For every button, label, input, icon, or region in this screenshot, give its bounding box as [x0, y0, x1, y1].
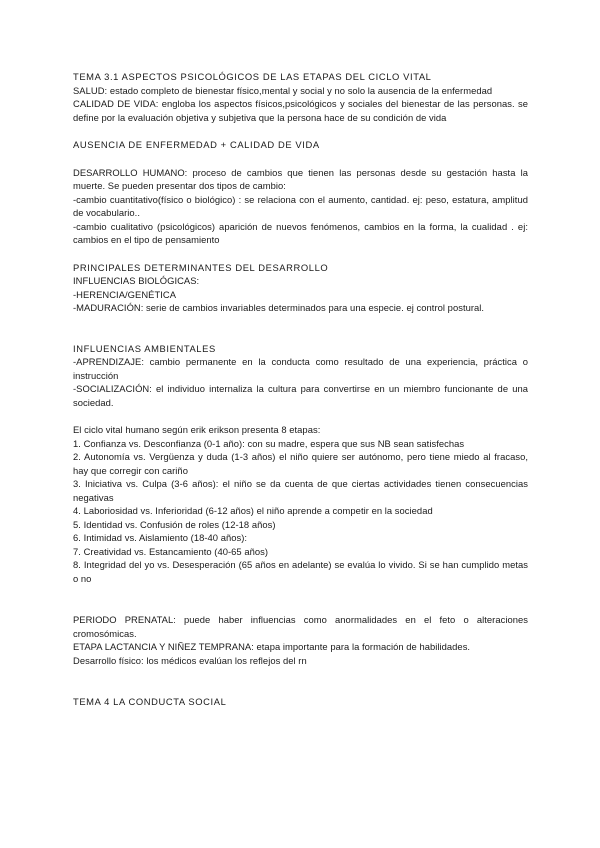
document-page [73, 70, 528, 709]
list-item-erikson-stage: 2. Autonomía vs. Vergüenza y duda (1-3 años) el niño quiere ser autónomo, pero tiene miedo al fracaso, hay que corregir con cariño [73, 451, 528, 476]
list-item-erikson-stage: 6. Intimidad vs. Aislamiento (18-40 años): [73, 532, 248, 543]
paragraph-desarrollo-humano: DESARROLLO HUMANO: proceso de cambios que tienen las personas desde su gestación hasta la muerte. Se pueden presentar dos tipos de cambio: [73, 166, 528, 191]
subheading-influencias-ambientales: INFLUENCIAS AMBIENTALES [73, 342, 216, 354]
paragraph-salud: SALUD: estado completo de bienestar físico,mental y social y no solo la ausencia de la enfermedad [73, 84, 493, 96]
formula-heading: AUSENCIA DE ENFERMEDAD + CALIDAD DE VIDA [73, 139, 320, 150]
list-item-herencia: -HERENCIA/GENÉTICA [73, 288, 176, 300]
paragraph-erikson-intro: El ciclo vital humano según erik erikson presenta 8 etapas: [73, 424, 321, 435]
list-item-cambio-cualitativo: -cambio cualitativo (psicológicos) aparición de nuevos fenómenos, cambios en la forma, la cualidad . ej: cambios en el tipo de pensamiento [73, 220, 528, 245]
section-title-tema-4: TEMA 4 LA CONDUCTA SOCIAL [73, 696, 227, 707]
list-item-socializacion: -SOCIALIZACIÓN: el individuo internaliza la cultura para convertirse en un miembro funcionante de una sociedad. [73, 383, 528, 408]
paragraph-periodo-prenatal: PERIODO PRENATAL: puede haber influencias como anormalidades en el feto o alteraciones cromosómicas. [73, 614, 528, 639]
list-item-erikson-stage: 3. Iniciativa vs. Culpa (3-6 años): el niño se da cuenta de que ciertas actividades tienen consecuencias negativas [73, 478, 528, 503]
list-item-maduracion: -MADURACIÓN: serie de cambios invariables determinados para una especie. ej control postural. [73, 302, 485, 313]
list-item-erikson-stage: 8. Integridad del yo vs. Desesperación (65 años en adelante) se evalúa lo vivido. Si se han cumplido metas o no [73, 559, 528, 584]
paragraph-etapa-lactancia: ETAPA LACTANCIA Y NIÑEZ TEMPRANA: etapa importante para la formación de habilidades. [73, 641, 471, 652]
section-title-determinantes: PRINCIPALES DETERMINANTES DEL DESARROLLO [73, 261, 329, 273]
subheading-influencias-biologicas: INFLUENCIAS BIOLÓGICAS: [73, 275, 200, 286]
list-item-erikson-stage: 5. Identidad vs. Confusión de roles (12-18 años) [73, 518, 276, 530]
paragraph-calidad-de-vida: CALIDAD DE VIDA: engloba los aspectos físicos,psicológicos y sociales del bienestar de las personas. se define por la evaluación objetiva y subjetiva que la persona hace de su condición de vida [73, 98, 528, 123]
section-title-tema-3-1: TEMA 3.1 ASPECTOS PSICOLÓGICOS DE LAS ETAPAS DEL CICLO VITAL [73, 71, 432, 82]
list-item-erikson-stage: 7. Creatividad vs. Estancamiento (40-65 años) [73, 545, 269, 557]
list-item-erikson-stage: 4. Laboriosidad vs. Inferioridad (6-12 años) el niño aprende a competir en la sociedad [73, 505, 433, 516]
list-item-cambio-cuantitativo: -cambio cuantitativo(físico o biológico) : se relaciona con el aumento, cantidad. ej: peso, estatura, amplitud de vocabulario.. [73, 193, 528, 218]
list-item-erikson-stage: 1. Confianza vs. Desconfianza (0-1 año): con su madre, espera que sus NB sean satisfechas [73, 437, 465, 449]
paragraph-desarrollo-fisico: Desarrollo físico: los médicos evalúan los reflejos del rn [73, 654, 307, 666]
list-item-aprendizaje: -APRENDIZAJE: cambio permanente en la conducta como resultado de una experiencia, práctica o instrucción [73, 356, 528, 381]
